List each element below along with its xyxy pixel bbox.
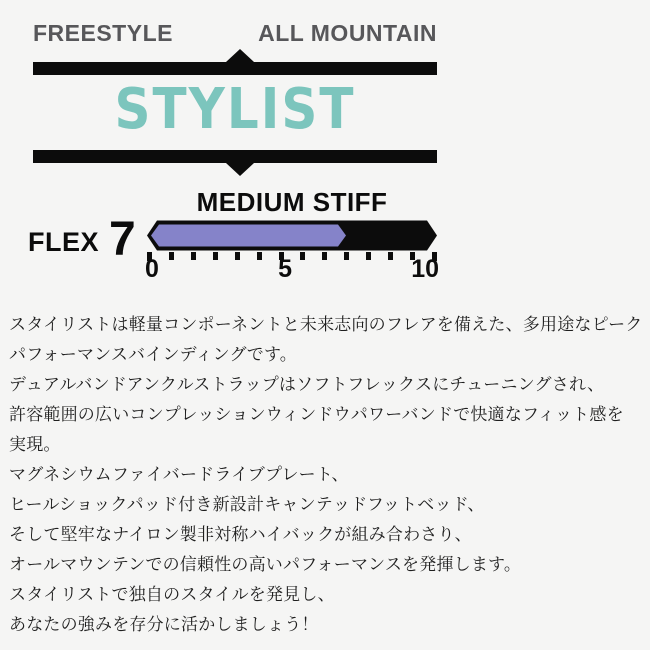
flex-scale-min: 0 (145, 255, 159, 283)
spectrum-marker-up-icon (226, 49, 254, 62)
flex-label-group (28, 213, 136, 266)
flex-label: FLEX (28, 227, 100, 257)
description-line: 実現。 (9, 435, 61, 454)
flex-scale-max: 10 (411, 255, 439, 283)
flex-scale-mid: 5 (278, 255, 292, 283)
description-line: あなたの強みを存分に活かしましょう！ (9, 615, 319, 634)
spectrum-label-all-mountain: ALL MOUNTAIN (258, 20, 437, 46)
product-description (9, 310, 649, 640)
description-line: 許容範囲の広いコンプレッションウィンドウパワーバンドで快適なフィット感を (9, 405, 624, 424)
description-line: マグネシウムファイバードライブプレート、 (9, 465, 349, 484)
brand-logo: STYLIST (114, 76, 356, 142)
description-line: デュアルバンドアンクルストラップはソフトフレックスにチューニングされ、 (9, 375, 605, 394)
description-line: スタイリストで独自のスタイルを発見し、 (9, 585, 335, 604)
description-line: パフォーマンスバインディングです。 (9, 345, 297, 364)
flex-gauge-fill (151, 225, 346, 247)
description-line: ヒールショックパッド付き新設計キャンテッドフットベッド、 (9, 495, 485, 514)
spectrum-bar-bottom (33, 150, 437, 163)
spectrum-bar-top (33, 62, 437, 75)
description-line: スタイリストは軽量コンポーネントと未来志向のフレアを備えた、多用途なピーク (9, 315, 643, 334)
flex-gauge (147, 220, 437, 251)
flex-value: 7 (109, 213, 136, 266)
description-line: そして堅牢なナイロン製非対称ハイバックが組み合わさり、 (9, 525, 472, 544)
description-line: オールマウンテンでの信頼性の高いパフォーマンスを発揮します。 (9, 555, 522, 574)
flex-rating-label: MEDIUM STIFF (196, 187, 388, 217)
spectrum-label-freestyle: FREESTYLE (33, 20, 173, 46)
spectrum-marker-down-icon (226, 163, 254, 176)
flex-ruler-labels (145, 257, 439, 282)
